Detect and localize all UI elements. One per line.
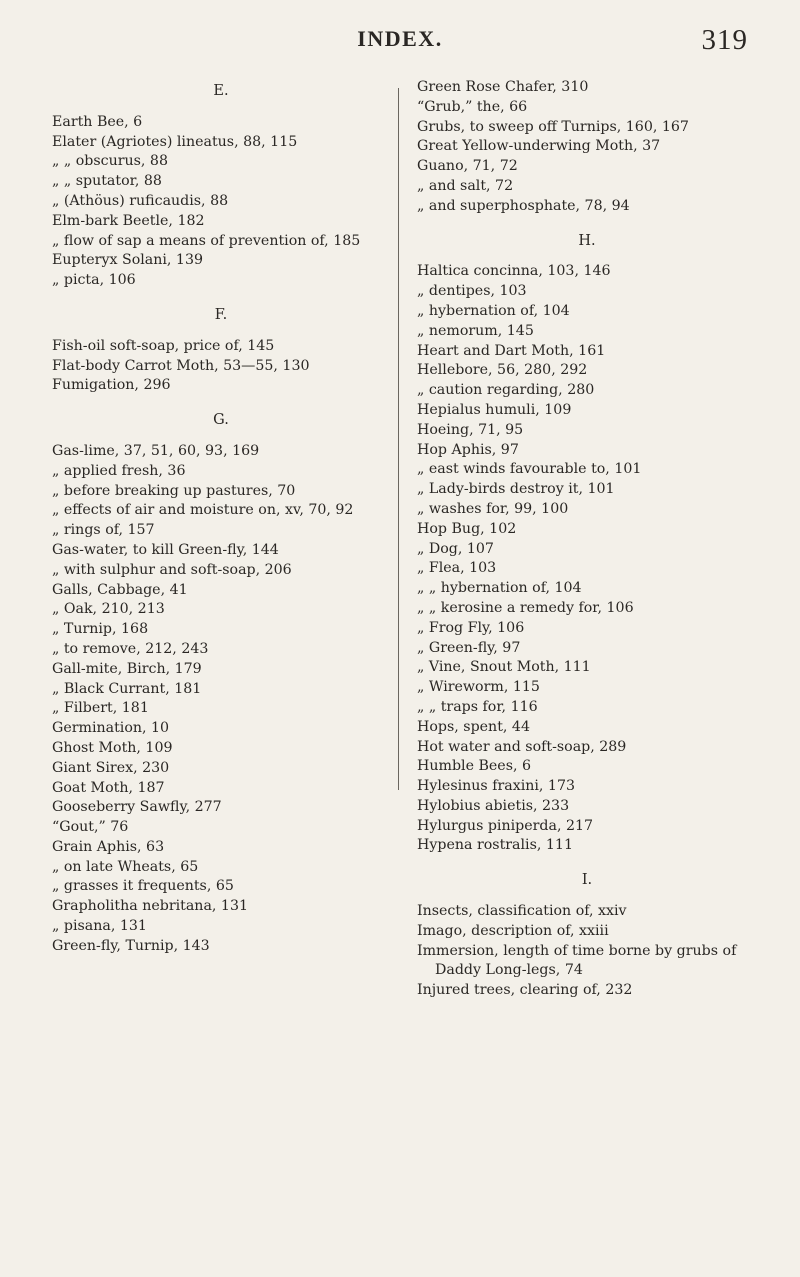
- index-subentry: „ Green-fly, 97: [417, 639, 521, 656]
- index-entry: Hypena rostralis, 111: [417, 837, 573, 854]
- index-entry: Hepialus humuli, 109: [417, 401, 572, 418]
- index-entry: Earth Bee, 6: [52, 113, 143, 130]
- index-subentry: „ picta, 106: [52, 272, 136, 289]
- index-subentry: „ east winds favourable to, 101: [417, 461, 642, 478]
- index-subentry: „ before breaking up pastures, 70: [52, 482, 296, 499]
- index-subentry: „ Filbert, 181: [52, 700, 149, 717]
- index-subentry: „ on late Wheats, 65: [52, 858, 199, 875]
- index-subentry: „ Wireworm, 115: [417, 679, 540, 696]
- index-entry: Hellebore, 56, 280, 292: [417, 362, 588, 379]
- index-subentry: „ rings of, 157: [52, 522, 155, 539]
- index-subentry: „ „ traps for, 116: [417, 698, 538, 715]
- index-entry: Insects, classification of, xxiv: [417, 903, 627, 920]
- index-subentry: „ Flea, 103: [417, 560, 497, 577]
- index-subentry: „ nemorum, 145: [417, 322, 534, 339]
- index-subentry: „ flow of sap a means of prevention of, 185: [52, 232, 361, 249]
- index-entry: Goat Moth, 187: [52, 779, 165, 796]
- page-title: INDEX.: [357, 26, 443, 51]
- index-subentry: „ Dog, 107: [417, 540, 494, 557]
- index-subentry: „ Turnip, 168: [52, 621, 149, 638]
- index-entry: Eupteryx Solani, 139: [52, 252, 204, 269]
- index-entry: Grain Aphis, 63: [52, 838, 165, 855]
- index-entry: Humble Bees, 6: [417, 758, 532, 775]
- right-column: [417, 78, 757, 1001]
- index-subentry: „ hybernation of, 104: [417, 302, 570, 319]
- section-heading-h: H.: [578, 232, 596, 249]
- index-entry: Elm-bark Beetle, 182: [52, 212, 205, 229]
- left-column: [52, 78, 390, 957]
- page-header: [0, 24, 800, 64]
- section-heading-e: E.: [213, 83, 229, 99]
- index-subentry: „ „ obscurus, 88: [52, 153, 168, 170]
- index-entry: Green Rose Chafer, 310: [417, 79, 589, 95]
- section-heading-f: F.: [214, 306, 228, 323]
- index-entry: Gas-water, to kill Green-fly, 144: [52, 541, 279, 558]
- index-subentry: „ washes for, 99, 100: [417, 500, 569, 517]
- index-subentry: „ Vine, Snout Moth, 111: [417, 659, 591, 676]
- index-entry: Flat-body Carrot Moth, 53—55, 130: [52, 357, 310, 374]
- index-entry: Heart and Dart Moth, 161: [417, 342, 606, 359]
- index-subentry: „ to remove, 212, 243: [52, 640, 209, 657]
- index-entry: Gall-mite, Birch, 179: [52, 660, 202, 677]
- index-entry: Giant Sirex, 230: [52, 759, 170, 776]
- index-entry: Grubs, to sweep off Turnips, 160, 167: [417, 118, 689, 135]
- index-subentry: „ grasses it frequents, 65: [52, 878, 234, 895]
- index-subentry: „ „ hybernation of, 104: [417, 580, 582, 597]
- index-entry: Grapholitha nebritana, 131: [52, 898, 249, 915]
- index-entry: “Grub,” the, 66: [417, 98, 528, 115]
- index-subentry: „ and superphosphate, 78, 94: [417, 197, 630, 214]
- section-heading-i: I.: [581, 872, 593, 889]
- index-entry: Hylurgus piniperda, 217: [417, 817, 594, 834]
- index-subentry: „ and salt, 72: [417, 177, 514, 194]
- index-entry: Hop Bug, 102: [417, 520, 517, 537]
- index-entry: Germination, 10: [52, 720, 170, 737]
- index-entry: Great Yellow-underwing Moth, 37: [417, 138, 661, 155]
- index-subentry: „ pisana, 131: [52, 918, 147, 935]
- index-subentry: „ Oak, 210, 213: [52, 601, 165, 618]
- index-entry: Gooseberry Sawfly, 277: [52, 799, 222, 816]
- index-entry: Hot water and soft-soap, 289: [417, 738, 627, 755]
- index-subentry: „ Lady-birds destroy it, 101: [417, 481, 615, 498]
- index-entry: Injured trees, clearing of, 232: [417, 982, 633, 999]
- index-entry: Elater (Agriotes) lineatus, 88, 115: [52, 133, 298, 150]
- page-number: 319: [701, 24, 748, 56]
- index-entry: Imago, description of, xxiii: [417, 922, 609, 939]
- index-entry: Hop Aphis, 97: [417, 441, 519, 458]
- index-entry: Haltica concinna, 103, 146: [417, 263, 611, 280]
- index-entry: Guano, 71, 72: [417, 158, 518, 175]
- index-entry: Galls, Cabbage, 41: [52, 581, 188, 598]
- index-entry: Immersion, length of time borne by grubs of Daddy Long-legs, 74: [417, 942, 737, 979]
- index-entry: Green-fly, Turnip, 143: [52, 937, 210, 954]
- index-entry: Hylesinus fraxini, 173: [417, 778, 576, 795]
- index-entry: “Gout,” 76: [52, 819, 129, 836]
- index-subentry: „ caution regarding, 280: [417, 382, 595, 399]
- index-entry: Fumigation, 296: [52, 377, 171, 394]
- index-subentry: „ „ sputator, 88: [52, 173, 162, 190]
- index-subentry: „ Black Currant, 181: [52, 680, 202, 697]
- index-entry: Fish-oil soft-soap, price of, 145: [52, 337, 275, 354]
- index-subentry: „ (Athöus) ruficaudis, 88: [52, 192, 229, 209]
- index-subentry: „ dentipes, 103: [417, 283, 527, 300]
- section-heading-g: G.: [213, 412, 229, 429]
- index-entry: Hoeing, 71, 95: [417, 421, 524, 438]
- index-subentry: „ effects of air and moisture on, xv, 70, 92: [52, 502, 354, 519]
- column-divider: [398, 88, 399, 790]
- index-subentry: „ „ kerosine a remedy for, 106: [417, 599, 634, 616]
- index-entry: Gas-lime, 37, 51, 60, 93, 169: [52, 442, 260, 459]
- index-entry: Hops, spent, 44: [417, 718, 530, 735]
- index-subentry: „ applied fresh, 36: [52, 462, 186, 479]
- index-entry: Hylobius abietis, 233: [417, 797, 570, 814]
- index-subentry: „ Frog Fly, 106: [417, 619, 525, 636]
- index-subentry: „ with sulphur and soft-soap, 206: [52, 561, 292, 578]
- index-entry: Ghost Moth, 109: [52, 739, 173, 756]
